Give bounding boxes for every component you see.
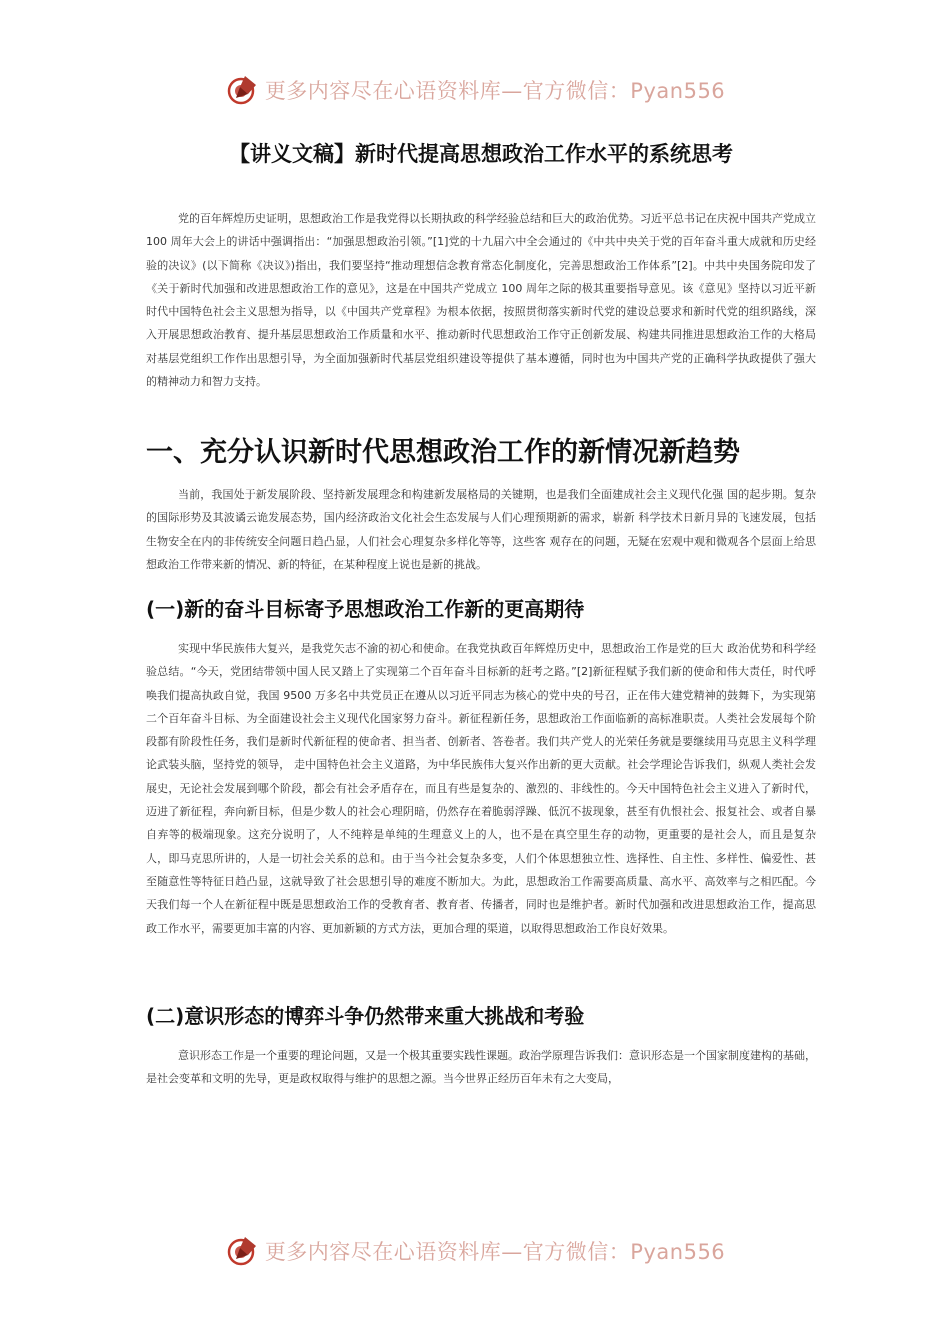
watermark-top	[0, 72, 950, 108]
watermark-text: 更多内容尽在心语资料库—官方微信：Pyan556	[264, 1240, 726, 1264]
section-1-paragraph: 当前，我国处于新发展阶段、坚持新发展理念和构建新发展格局的关键期，也是我们全面建成社会主义现代化强 国的起步期。复杂的国际形势及其波谲云诡发展态势，国内经济政治文化社会生态发展与人们心理预期新的需求，崭新 科学技术日新月异的飞速发展，包括生物安全在内的非传统安全问题日趋凸显，人们社会心理复杂多样化等等，这些客 观存在的问题，无疑在宏观中观和微观各个层面上给思想政治工作带来新的情况、新的特征，在某种程度上说也是新的挑战。	[146, 488, 816, 571]
watermark-text: 更多内容尽在心语资料库—官方微信：Pyan556	[264, 79, 726, 103]
intro-paragraph: 党的百年辉煌历史证明，思想政治工作是我党得以长期执政的科学经验总结和巨大的政治优势。习近平总书记在庆祝中国共产党成立 100 周年大会上的讲话中强调指出：“加强思想政治引领。”[1]党的十九届六中全会通过的《中共中央关于党的百年奋斗重大成就和历史经验的决议》(以下简称《决议》)指出，我们要坚持“推动理想信念教育常态化制度化，完善思想政治工作体系”[2]。中共中央国务院印发了《关于新时代加强和改进思想政治工作的意见》，这是在中国共产党成立 100 周年之际的极其重要指导意见。该《意见》坚持以习近平新时代中国特色社会主义思想为指导，以《中国共产党章程》为根本依据，按照贯彻落实新时代党的建设总要求和新时代党的组织路线，深入开展思想政治教育、提升基层思想政治工作质量和水平、推动新时代思想政治工作守正创新发展、构建共同推进思想政治工作的大格局对基层党组织工作作出思想引导，为全面加强新时代基层党组织建设等提供了基本遵循，同时也为中国共产党的正确科学执政提供了强大的精神动力和智力支持。	[146, 212, 816, 389]
subsection-2-heading: (二)意识形态的博弈斗争仍然带来重大挑战和考验	[146, 1004, 585, 1028]
document-title: 【讲义文稿】新时代提高思想政治工作水平的系统思考	[229, 142, 733, 166]
pen-circle-logo-icon	[225, 1233, 261, 1269]
subsection-2-paragraph: 意识形态工作是一个重要的理论问题，又是一个极其重要实践性课题。政治学原理告诉我们：意识形态是一个国家制度建构的基础，是社会变革和文明的先导，更是政权取得与维护的思想之源。当今世界正经历百年未有之大变局，	[146, 1049, 816, 1086]
subsection-1-paragraph: 实现中华民族伟大复兴，是我党矢志不渝的初心和使命。在我党执政百年辉煌历史中，思想政治工作是党的巨大 政治优势和科学经验总结。“今天，党团结带领中国人民又踏上了实现第二个百年奋斗目标新的赶考之路。”[2]新征程赋予我们新的使命和伟大责任，时代呼唤我们提高执政自觉，我国 9500 万多名中共党员正在遵从以习近平同志为核心的党中央的号召，正在伟大建党精神的鼓舞下，为实现第二个百年奋斗目标、为全面建设社会主义现代化国家努力奋斗。新征程新任务，思想政治工作面临新的高标准职责。人类社会发展每个阶段都有阶段性任务，我们是新时代新征程的使命者、担当者、创新者、答卷者。我们共产党人的光荣任务就是要继续用马克思主义科学理论武装头脑，坚持党的领导， 走中国特色社会主义道路，为中华民族伟大复兴作出新的更大贡献。社会学理论告诉我们，纵观人类社会发展史，无论社会发展到哪个阶段，都会有社会矛盾存在，而且有些是复杂的、激烈的、非线性的。今天中国特色社会主义进入了新时代，迈进了新征程，奔向新目标，但是少数人的社会心理阴暗，仍然存在着脆弱浮躁、低沉不拔现象，甚至有仇恨社会、报复社会、或者自暴自弃等的极端现象。这充分说明了，人不纯粹是单纯的生理意义上的人，也不是在真空里生存的动物，更重要的是社会人，而且是复杂人，即马克思所讲的，人是一切社会关系的总和。由于当今社会复杂多变，人们个体思想独立性、选择性、自主性、多样性、偏爱性、甚至随意性等特征日趋凸显，这就导致了社会思想引导的难度不断加大。为此，思想政治工作需要高质量、高水平、高效率与之相匹配。今天我们每一个人在新征程中既是思想政治工作的受教育者、教育者、传播者，同时也是维护者。新时代加强和改进思想政治工作，提高思政工作水平，需要更加丰富的内容、更加新颖的方式方法，更加合理的渠道，以取得思想政治工作良好效果。	[146, 642, 816, 935]
subsection-1-heading: (一)新的奋斗目标寄予思想政治工作新的更高期待	[146, 597, 585, 621]
pen-circle-logo-icon	[225, 72, 261, 108]
watermark-bottom	[0, 1233, 950, 1269]
section-1-heading: 一、充分认识新时代思想政治工作的新情况新趋势	[146, 437, 740, 468]
